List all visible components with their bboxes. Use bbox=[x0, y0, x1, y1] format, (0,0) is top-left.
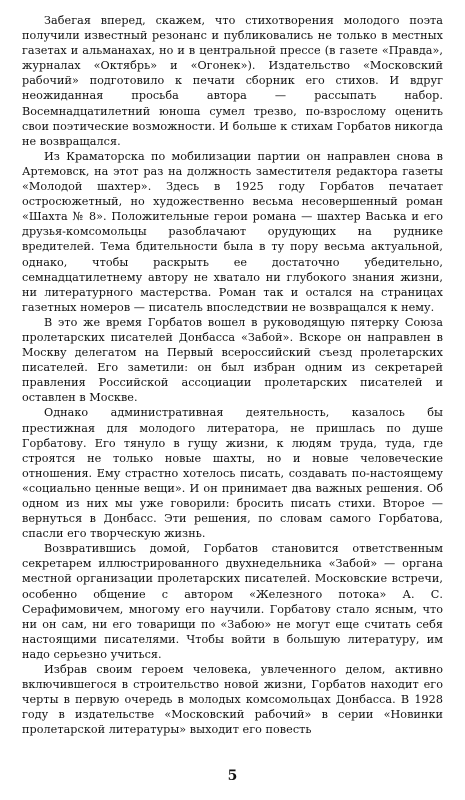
paragraph-1: Забегая вперед, скажем, что стихотворения молодого поэта получили известный резонанс и публиковались не только в местных газетах и альманахах, но и в центральной прессе (в газете «Правда», журналах «Октябрь» и «Огонек»). Издательство «Московский рабочий» подготовило к печати сборник его стихов. И вдруг неожиданная просьба автора — рассыпать набор. Восемнадцатилетний юноша сумел трезво, по-взрослому оценить свои поэтические возможности. И больше к стихам Горбатов никогда не возвращался. bbox=[22, 14, 443, 148]
paragraph-6: Избрав своим героем человека, увлеченного делом, активно включившегося в строительство новой жизни, Горбатов находит его черты в первую очередь в молодых комсомольцах Донбасса. В 1928 году в издательстве «Московский рабочий» в серии «Новинки пролетарской литературы» выходит его повесть bbox=[22, 663, 443, 737]
paragraph-2: Из Краматорска по мобилизации партии он направлен снова в Артемовск, на этот раз на должность заместителя редактора газеты «Молодой шахтер». Здесь в 1925 году Горбатов печатает остросюжетный, но художественно весьма несовершенный роман «Шахта № 8». Положительные герои романа — шахтер Васька и его друзья-комсомольцы разоблачают орудующих на руднике вредителей. Тема бдительности была в ту пору весьма актуальной, однако, чтобы раскрыть ее достаточно убедительно, семнадцатилетнему автору не хватало ни глубокого знания жизни, ни литературного мастерства. Роман так и остался на страницах газетных номеров — писатель впоследствии не возвращался к нему. bbox=[22, 149, 443, 314]
page-number: 5 bbox=[227, 768, 238, 784]
paragraph-5: Возвратившись домой, Горбатов становится ответственным секретарем иллюстрированного двухнедельника «Забой» — органа местной организации пролетарских писателей. Московские встречи, особенно общение с автором «Железного потока» А. С. Серафимовичем, многому его научили. Горбатову стало ясным, что ни он сам, ни его товарищи по «Забою» не могут еще считать себя настоящими писателями. Чтобы войти в большую литературу, им надо серьезно учиться. bbox=[22, 542, 443, 661]
paragraph-4: Однако административная деятельность, казалось бы престижная для молодого литератора, не пришлась по душе Горбатову. Его тянуло в гущу жизни, к людям труда, туда, где строятся не только новые шахты, но и новые человеческие отношения. Ему страстно хотелось писать, создавать по-настоящему «социально ценные вещи». И он принимает два важных решения. Об одном из них мы уже говорили: бросить писать стихи. Второе — вернуться в Донбасс. Эти решения, по словам самого Горбатова, спасли его творческую жизнь. bbox=[22, 406, 443, 541]
paragraph-3: В это же время Горбатов вошел в руководящую пятерку Союза пролетарских писателей Донбасса «Забой». Вскоре он направлен в Москву делегатом на Первый всероссийский съезд пролетарских писателей. Его заметили: он был избран одним из секретарей правления Российской ассоциации пролетарских писателей и оставлен в Москве. bbox=[22, 315, 443, 405]
body-text bbox=[22, 13, 443, 738]
